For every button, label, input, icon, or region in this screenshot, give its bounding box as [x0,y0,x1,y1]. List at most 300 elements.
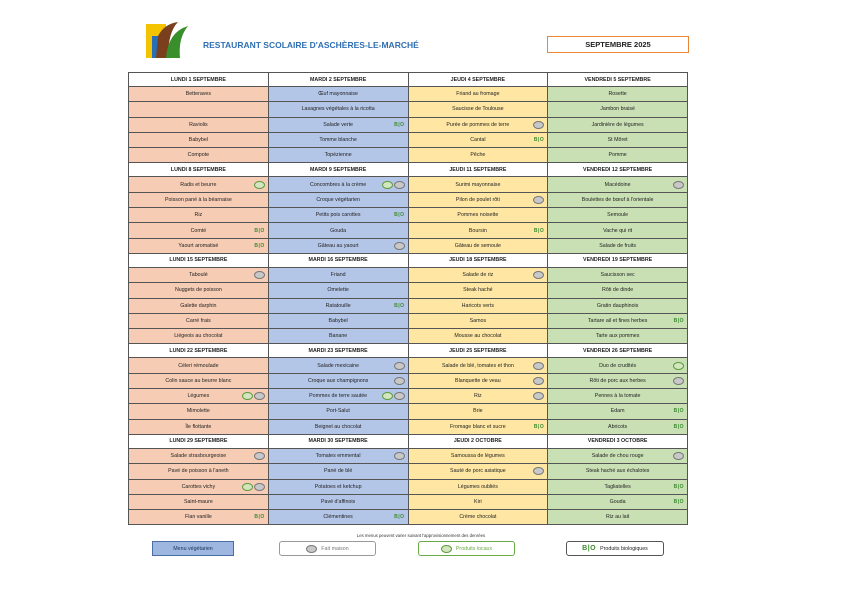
legend-homemade-label: Fait maison [321,545,349,552]
menu-row [129,223,688,238]
menu-item [548,208,688,223]
dish-name: Tarte aux pommes [595,333,640,340]
dish-name: Rôti de porc aux herbes [589,377,646,384]
dish-name: Pommes noisette [457,212,499,219]
homemade-icon [673,181,684,189]
dish-name: Ratatouille [325,302,351,309]
day-header: JEUDI 2 OCTOBRE [408,434,548,448]
menu-item [408,148,548,163]
legend-vegetarian-label: Menu végétarien [173,545,213,552]
dish-name: Pêche [470,152,486,159]
dish-name: Croque aux champignons [307,377,369,384]
dish-name: Œuf mayonnaise [318,91,358,98]
dish-badges [533,392,544,400]
dish-name: Salade de riz [462,272,494,279]
page-title: RESTAURANT SCOLAIRE D'ASCHÈRES-LE-MARCHÉ [203,40,419,50]
dish-name: Taboulé [189,272,208,279]
menu-item [408,87,548,102]
menu-item [129,404,269,419]
menu-item [408,494,548,509]
menu-row [129,448,688,463]
homemade-icon [254,392,265,400]
dish-name: Comté [190,227,207,234]
dish-badges [254,242,264,250]
dish-badges [533,362,544,370]
day-header: LUNDI 15 SEPTEMBRE [129,253,269,267]
week-header-row [129,434,688,448]
menu-item [129,419,269,434]
menu-item [129,298,269,313]
menu-row [129,479,688,494]
menu-item [408,448,548,463]
menu-row [129,238,688,253]
dish-badges [254,227,264,235]
menu-item [408,389,548,404]
organic-icon: B|O [533,137,545,144]
dish-name: Salade de blé, tomates et thon [441,362,514,369]
dish-name: Nuggets de poisson [174,287,222,294]
menu-row [129,358,688,373]
dish-badges [382,181,405,189]
menu-item [268,494,408,509]
day-header: LUNDI 1 SEPTEMBRE [129,73,269,87]
menu-item [129,87,269,102]
menu-item [268,373,408,388]
day-header: VENDREDI 12 SEPTEMBRE [548,163,688,177]
menu-item [129,358,269,373]
dish-name: Saint-maure [183,498,213,505]
menu-item [408,298,548,313]
menu-item [268,177,408,192]
dish-name: Steak haché [463,287,493,294]
menu-item [408,419,548,434]
menu-item [268,87,408,102]
homemade-icon [533,196,544,204]
dish-name: Salade strasbourgeoise [170,453,227,460]
dish-name: Cantal [470,137,486,144]
dish-badges [674,317,684,325]
homemade-icon [533,467,544,475]
dish-name: Céleri rémoulade [178,362,219,369]
menu-row [129,419,688,434]
homemade-icon [394,392,405,400]
menu-item [129,329,269,344]
menu-item [548,494,688,509]
homemade-icon [254,271,265,279]
menu-row [129,267,688,282]
dish-badges [254,513,264,521]
menu-item [268,238,408,253]
dish-name: Jambon braisé [600,106,635,113]
dish-name: Blanquette de veau [455,377,501,384]
day-header: JEUDI 18 SEPTEMBRE [408,253,548,267]
homemade-icon [673,452,684,460]
local-product-icon [242,483,253,491]
dish-name: Concombres à la crème [310,181,367,188]
dish-name: Sauté de porc asiatique [450,468,506,475]
day-header: MARDI 30 SEPTEMBRE [268,434,408,448]
dish-badges [394,121,404,129]
organic-icon: B|O [394,302,405,309]
menu-row [129,494,688,509]
menu-item [268,267,408,282]
dish-name: Gouda [330,227,347,234]
footer-note: Les menus peuvent varier suivant l'approvisionnement des denrées [356,533,486,538]
menu-item [548,404,688,419]
organic-icon: B|O [673,408,684,415]
menu-row [129,148,688,163]
organic-icon: B|O [394,212,405,219]
menu-item [268,464,408,479]
menu-item [129,494,269,509]
menu-item [408,404,548,419]
dish-name: Omelette [327,287,349,294]
menu-item [268,510,408,525]
local-product-icon [441,545,452,553]
dish-name: Surimi mayonnaise [455,181,501,188]
dish-name: Lasagnes végétales à la ricotta [301,106,375,113]
dish-badges [254,271,265,279]
menu-row [129,404,688,419]
local-product-icon [254,181,265,189]
menu-row [129,132,688,147]
menu-item [548,464,688,479]
homemade-icon [394,362,405,370]
menu-item [268,389,408,404]
menu-item [268,192,408,207]
menu-item [268,223,408,238]
menu-item [408,329,548,344]
dish-name: Fromage blanc et sucre [450,423,506,430]
menu-item [548,177,688,192]
homemade-icon [394,181,405,189]
menu-item [548,267,688,282]
dish-name: Semoule [607,212,629,219]
dish-name: Pavé de poisson à l'aneth [168,468,229,475]
menu-item [129,373,269,388]
menu-item [408,102,548,117]
dish-badges [382,392,405,400]
dish-badges [533,271,544,279]
dish-name: Betteraves [185,91,212,98]
menu-row [129,283,688,298]
menu-item [548,448,688,463]
menu-item [408,177,548,192]
menu-item [268,298,408,313]
dish-name: Petits pois carottes [315,212,361,219]
dish-name: Friand au fromage [456,91,500,98]
dish-name: Crème chocolat [459,514,497,521]
dish-badges [533,377,544,385]
menu-row [129,329,688,344]
menu-row [129,177,688,192]
dish-name: Galette darphin [180,302,217,309]
homemade-icon [254,452,265,460]
dish-name: Boulettes de bœuf à l'orientale [581,196,654,203]
menu-item [268,329,408,344]
menu-item [268,208,408,223]
dish-badges [673,181,684,189]
dish-name: Steak haché aux échalotes [585,468,650,475]
dish-badges [674,423,684,431]
dish-name: Pané de blé [323,468,353,475]
dish-name: Pavé d'affinois [321,498,356,505]
menu-item [548,329,688,344]
menu-item [548,132,688,147]
menu-table [128,72,688,525]
menu-row [129,373,688,388]
legend-local [418,541,515,556]
dish-badges [394,513,404,521]
menu-row [129,192,688,207]
dish-name: Salade verte [323,121,353,128]
dish-name: Abricots [608,423,628,430]
homemade-icon [306,545,317,553]
week-header-row [129,163,688,177]
dish-name: Saucisson sec [600,272,635,279]
day-header: JEUDI 4 SEPTEMBRE [408,73,548,87]
dish-badges [534,136,544,144]
dish-name: Samos [469,318,487,324]
dish-badges [674,498,684,506]
dish-name: Poisson pané à la béarnaise [164,196,232,203]
menu-item [408,373,548,388]
legend-local-label: Produits locaux [455,545,493,552]
homemade-icon [533,121,544,129]
menu-item [268,148,408,163]
menu-item [548,358,688,373]
menu-item [129,448,269,463]
week-header-row [129,253,688,267]
menu-item [548,192,688,207]
dish-name: Vache qui rit [603,227,633,234]
dish-name: Gratin dauphinois [596,302,639,309]
day-header: VENDREDI 19 SEPTEMBRE [548,253,688,267]
dish-name: Purée de pommes de terre [446,121,510,128]
dish-badges [394,452,405,460]
menu-item [268,358,408,373]
dish-name: Riz [194,212,203,219]
homemade-icon [394,242,405,250]
dish-name: Raviolis [189,121,208,128]
week-header-row [129,73,688,87]
dish-name: Jardinière de légumes [591,121,644,128]
dish-name: Carré frais [186,318,211,324]
dish-badges [673,377,684,385]
dish-name: Salade de fruits [599,242,637,249]
day-header: VENDREDI 26 SEPTEMBRE [548,344,688,358]
dish-badges [533,121,544,129]
menu-item [268,283,408,298]
dish-badges [242,392,265,400]
organic-icon: B|O [254,514,265,521]
menu-item [268,117,408,132]
organic-icon: B|O [254,242,265,249]
dish-badges [673,362,684,370]
menu-item [408,238,548,253]
menu-item [548,117,688,132]
organic-icon: B|O [582,544,597,552]
local-product-icon [382,392,393,400]
dish-name: Pilon de poulet rôti [455,196,500,203]
organic-icon: B|O [254,227,265,234]
dish-name: Clémentines [323,514,353,521]
dish-badges [394,377,405,385]
day-header: JEUDI 25 SEPTEMBRE [408,344,548,358]
dish-name: Croque végétarien [316,196,360,203]
menu-row [129,510,688,525]
dish-name: Radis et beurre [180,181,217,188]
homemade-icon [533,362,544,370]
dish-badges [394,242,405,250]
homemade-icon [533,377,544,385]
menu-item [548,419,688,434]
menu-item [408,132,548,147]
dish-name: Colin sauce au beurre blanc [165,377,232,384]
menu-item [268,313,408,328]
menu-item [129,267,269,282]
dish-name: Riz [474,393,482,400]
day-header: MARDI 2 SEPTEMBRE [268,73,408,87]
menu-item [548,87,688,102]
dish-name: Rôti de dinde [602,287,634,294]
dish-name: Mimolette [186,408,210,415]
dish-name: Samoussa de légumes [450,453,505,460]
organic-icon: B|O [673,483,684,490]
homemade-icon [394,452,405,460]
dish-name: Salade mexicaine [317,362,360,369]
menu-item [129,479,269,494]
dish-name: Compote [187,152,210,159]
dish-name: Gâteau de semoule [454,242,501,249]
dish-name: Brie [473,408,483,415]
dish-name: Île flottante [185,423,212,430]
dish-name: Mousse au chocolat [454,333,502,340]
dish-name: Yaourt aromatisé [178,242,219,249]
dish-badges [674,407,684,415]
day-header: LUNDI 22 SEPTEMBRE [129,344,269,358]
menu-item [408,510,548,525]
menu-item [408,208,548,223]
menu-item [548,373,688,388]
dish-name: Macédoine [604,181,631,188]
menu-item [548,223,688,238]
dish-name: Flan vanille [184,514,212,521]
dish-name: St Môret [607,137,628,144]
menu-item [268,479,408,494]
local-product-icon [673,362,684,370]
menu-row [129,117,688,132]
dish-badges [533,467,544,475]
menu-row [129,298,688,313]
day-header: MARDI 23 SEPTEMBRE [268,344,408,358]
dish-name: Gouda [609,498,626,505]
menu-item [548,510,688,525]
menu-item [408,358,548,373]
local-product-icon [382,181,393,189]
menu-item [408,192,548,207]
menu-item [129,192,269,207]
dish-name: Haricots verts [461,302,495,309]
menu-item [408,283,548,298]
organic-icon: B|O [673,498,684,505]
menu-item [129,238,269,253]
menu-item [129,177,269,192]
homemade-icon [533,271,544,279]
dish-badges [394,302,404,310]
dish-name: Gâteau au yaourt [317,242,359,249]
dish-name: Légumes oubliés [457,483,498,490]
homemade-icon [533,392,544,400]
dish-name: Pomme [608,152,627,159]
menu-item [129,102,269,117]
menu-item [129,283,269,298]
menu-item [548,238,688,253]
dish-name: Salade de chou rouge [591,453,644,460]
dish-name: Kiri [474,498,482,505]
menu-item [129,313,269,328]
homemade-icon [254,483,265,491]
menu-row [129,208,688,223]
menu-item [548,283,688,298]
menu-item [268,448,408,463]
menu-item [548,298,688,313]
dish-name: Topézienne [324,152,352,159]
week-header-row [129,344,688,358]
day-header: MARDI 16 SEPTEMBRE [268,253,408,267]
dish-badges [533,196,544,204]
organic-icon: B|O [394,121,405,128]
menu-item [408,223,548,238]
menu-item [548,389,688,404]
menu-item [548,102,688,117]
dish-name: Tartare ail et fines herbes [587,318,648,324]
dish-badges [534,227,544,235]
menu-item [129,148,269,163]
legend-organic-label: Produits biologiques [600,545,648,552]
menu-item [408,313,548,328]
menu-item [408,117,548,132]
menu-item [548,313,688,328]
organic-icon: B|O [394,514,405,521]
legend-homemade [279,541,376,556]
dish-name: Rosette [608,91,627,98]
organic-icon: B|O [673,423,684,430]
dish-badges [674,483,684,491]
dish-badges [254,452,265,460]
dish-name: Carottes vichy [181,483,216,490]
dish-name: Légumes [187,393,210,400]
dish-name: Potatoes et ketchup [314,483,362,490]
dish-badges [254,181,265,189]
dish-badges [394,362,405,370]
homemade-icon [673,377,684,385]
dish-name: Duo de crudités [599,362,637,369]
dish-badges [394,211,404,219]
dish-name: Tagliatelles [604,483,631,490]
menu-row [129,389,688,404]
organic-icon: B|O [533,227,545,234]
day-header: JEUDI 11 SEPTEMBRE [408,163,548,177]
day-header: LUNDI 29 SEPTEMBRE [129,434,269,448]
school-logo [146,22,190,60]
menu-item [129,389,269,404]
dish-name: Babybel [328,318,348,324]
menu-item [408,267,548,282]
day-header: VENDREDI 3 OCTOBRE [548,434,688,448]
legend-organic [566,541,664,556]
dish-name: Pommes de terre sautée [309,393,368,400]
